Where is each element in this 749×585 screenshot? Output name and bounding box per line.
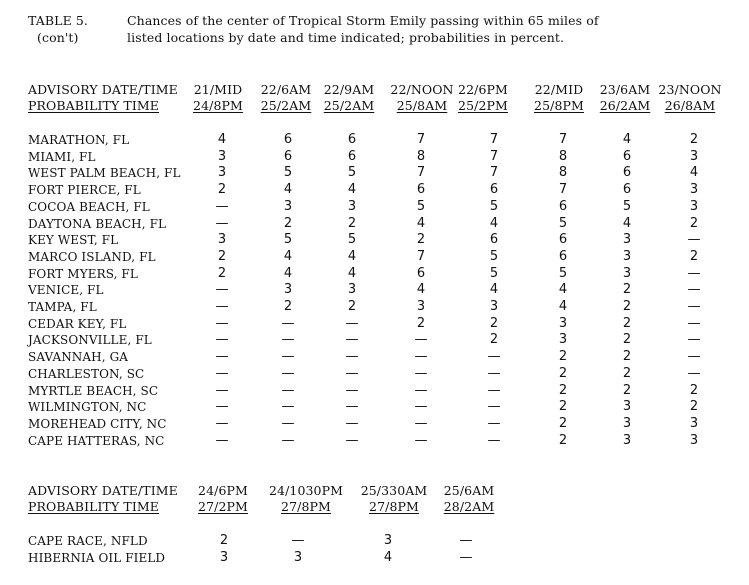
probability-cell: — xyxy=(215,299,229,314)
probability-cell: 6 xyxy=(489,182,499,198)
column-header-probability: 24/8PM xyxy=(193,98,243,113)
probability-cell: 3 xyxy=(347,282,357,298)
probability-cell: 5 xyxy=(283,232,293,248)
location-label: COCOA BEACH, FL xyxy=(28,199,150,214)
probability-cell: — xyxy=(281,365,295,381)
probability-cell: — xyxy=(687,315,701,331)
probability-cell: 3 xyxy=(219,550,229,565)
probability-cell: — xyxy=(215,315,229,331)
probability-cell: — xyxy=(687,265,701,281)
probability-cell: 2 xyxy=(622,349,632,365)
probability-cell: 4 xyxy=(622,132,632,147)
location-label: VENICE, FL xyxy=(28,283,104,298)
probability-cell: 4 xyxy=(283,248,293,264)
probability-cell: — xyxy=(345,415,359,431)
row-header-advisory: ADVISORY DATE/TIME xyxy=(28,483,178,498)
column-header-probability: 26/2AM xyxy=(599,98,651,113)
probability-cell: — xyxy=(459,533,473,548)
probability-cell: — xyxy=(414,415,428,431)
probability-cell: 2 xyxy=(622,365,632,381)
probability-cell: 6 xyxy=(622,165,632,181)
probability-cell: — xyxy=(281,332,295,348)
location-label: CAPE HATTERAS, NC xyxy=(28,433,165,448)
probability-cell: — xyxy=(459,550,473,565)
probability-cell: 3 xyxy=(558,315,568,331)
probability-cell: 6 xyxy=(347,148,357,164)
probability-cell: — xyxy=(687,349,701,365)
probability-cell: — xyxy=(345,399,359,415)
probability-cell: 4 xyxy=(283,265,293,281)
probability-cell: — xyxy=(345,432,359,448)
location-label: SAVANNAH, GA xyxy=(28,350,129,365)
probability-cell: 4 xyxy=(558,282,568,298)
probability-cell: 6 xyxy=(558,198,568,214)
probability-cell: — xyxy=(487,382,501,398)
probability-cell: 3 xyxy=(217,148,227,164)
probability-cell: 4 xyxy=(283,182,293,198)
probability-cell: 2 xyxy=(347,299,357,314)
column-header-advisory: 22/6AM xyxy=(260,82,312,97)
probability-cell: 7 xyxy=(489,165,499,181)
location-label: MARCO ISLAND, FL xyxy=(28,249,156,264)
row-header-advisory: ADVISORY DATE/TIME xyxy=(28,82,178,97)
probability-cell: 2 xyxy=(689,399,699,415)
probability-cell: 4 xyxy=(416,215,426,231)
probability-cell: — xyxy=(414,432,428,448)
probability-cell: 2 xyxy=(416,232,426,248)
probability-cell: — xyxy=(487,399,501,415)
probability-cell: — xyxy=(414,399,428,415)
column-header-advisory: 22/MID xyxy=(534,82,584,97)
probability-cell: — xyxy=(291,533,305,548)
probability-cell: 4 xyxy=(416,282,426,298)
probability-cell: — xyxy=(281,349,295,365)
probability-cell: — xyxy=(414,382,428,398)
column-header-probability: 26/8AM xyxy=(664,98,716,113)
probability-cell: 2 xyxy=(558,349,568,365)
probability-cell: 3 xyxy=(293,550,303,565)
probability-cell: 7 xyxy=(416,165,426,181)
location-label: CEDAR KEY, FL xyxy=(28,316,127,331)
probability-cell: 2 xyxy=(217,182,227,198)
probability-cell: 4 xyxy=(489,282,499,298)
probability-cell: 3 xyxy=(383,533,393,548)
probability-cell: 5 xyxy=(347,232,357,248)
column-header-advisory: 23/NOON xyxy=(658,82,722,97)
probability-cell: 3 xyxy=(689,432,699,448)
probability-cell: — xyxy=(345,349,359,365)
probability-cell: — xyxy=(215,198,229,214)
probability-cell: — xyxy=(281,432,295,448)
probability-cell: 2 xyxy=(622,282,632,298)
column-header-probability: 25/2AM xyxy=(260,98,312,113)
probability-cell: — xyxy=(687,232,701,248)
probability-cell: 2 xyxy=(689,248,699,264)
probability-cell: 2 xyxy=(689,132,699,147)
probability-cell: — xyxy=(215,382,229,398)
probability-cell: — xyxy=(687,332,701,348)
probability-cell: — xyxy=(215,332,229,348)
probability-cell: — xyxy=(414,365,428,381)
probability-cell: — xyxy=(345,382,359,398)
column-header-probability: 27/8PM xyxy=(369,499,419,514)
probability-cell: 3 xyxy=(622,248,632,264)
probability-cell: 6 xyxy=(489,232,499,248)
probability-cell: 3 xyxy=(558,332,568,348)
probability-cell: 3 xyxy=(689,182,699,198)
probability-cell: 4 xyxy=(217,132,227,147)
caption-line-2: listed locations by date and time indicated; probabilities in percent. xyxy=(127,30,565,45)
probability-cell: 6 xyxy=(416,182,426,198)
probability-cell: 3 xyxy=(622,415,632,431)
probability-cell: 3 xyxy=(622,232,632,248)
probability-cell: — xyxy=(687,282,701,298)
probability-cell: 3 xyxy=(217,232,227,248)
probability-cell: 6 xyxy=(283,132,293,147)
probability-cell: — xyxy=(345,365,359,381)
probability-cell: 8 xyxy=(558,165,568,181)
probability-cell: 7 xyxy=(416,248,426,264)
probability-cell: — xyxy=(281,415,295,431)
probability-cell: — xyxy=(215,282,229,298)
column-header-advisory: 24/6PM xyxy=(198,483,248,498)
probability-cell: 5 xyxy=(416,198,426,214)
probability-cell: 3 xyxy=(622,432,632,448)
probability-cell: 5 xyxy=(347,165,357,181)
caption-line-1: Chances of the center of Tropical Storm Emily passing within 65 miles of xyxy=(127,13,599,28)
probability-cell: 4 xyxy=(383,550,393,565)
column-header-probability: 25/8AM xyxy=(396,98,448,113)
probability-cell: 3 xyxy=(689,415,699,431)
probability-cell: 2 xyxy=(416,315,426,331)
location-label: KEY WEST, FL xyxy=(28,233,119,248)
probability-cell: 3 xyxy=(622,399,632,415)
probability-cell: 3 xyxy=(689,148,699,164)
probability-cell: 5 xyxy=(622,198,632,214)
probability-cell: — xyxy=(215,432,229,448)
probability-cell: 2 xyxy=(558,432,568,448)
probability-cell: 4 xyxy=(489,215,499,231)
column-header-advisory: 25/330AM xyxy=(360,483,428,498)
location-label: WEST PALM BEACH, FL xyxy=(28,166,181,181)
probability-cell: 7 xyxy=(416,132,426,147)
column-header-advisory: 22/6PM xyxy=(458,82,508,97)
location-label: MYRTLE BEACH, SC xyxy=(28,383,159,398)
probability-cell: 5 xyxy=(558,265,568,281)
probability-cell: — xyxy=(414,349,428,365)
probability-cell: — xyxy=(215,349,229,365)
probability-cell: 2 xyxy=(558,365,568,381)
probability-cell: 6 xyxy=(558,248,568,264)
column-header-probability: 27/2PM xyxy=(198,499,248,514)
location-label: FORT PIERCE, FL xyxy=(28,183,141,198)
probability-cell: 4 xyxy=(558,299,568,314)
probability-cell: 5 xyxy=(489,248,499,264)
probability-cell: — xyxy=(345,315,359,331)
column-header-advisory: 21/MID xyxy=(193,82,243,97)
probability-cell: 6 xyxy=(347,132,357,147)
probability-cell: 3 xyxy=(416,299,426,314)
probability-cell: 3 xyxy=(283,198,293,214)
probability-cell: 5 xyxy=(489,265,499,281)
column-header-probability: 25/8PM xyxy=(534,98,584,113)
probability-cell: 2 xyxy=(489,315,499,331)
row-header-probability: PROBABILITY TIME xyxy=(28,499,160,514)
location-label: DAYTONA BEACH, FL xyxy=(28,216,167,231)
table-continued-note: (con't) xyxy=(37,30,79,45)
column-header-advisory: 22/NOON xyxy=(390,82,454,97)
probability-cell: 2 xyxy=(622,299,632,314)
location-label: WILMINGTON, NC xyxy=(28,400,147,415)
location-label: MIAMI, FL xyxy=(28,149,96,164)
probability-cell: — xyxy=(215,415,229,431)
probability-cell: 2 xyxy=(217,248,227,264)
probability-cell: 8 xyxy=(558,148,568,164)
probability-cell: 4 xyxy=(347,248,357,264)
probability-cell: 2 xyxy=(283,299,293,314)
column-header-probability: 27/8PM xyxy=(281,499,331,514)
probability-cell: — xyxy=(215,215,229,231)
probability-cell: — xyxy=(487,415,501,431)
probability-cell: 2 xyxy=(622,315,632,331)
probability-cell: 7 xyxy=(558,182,568,198)
location-label: HIBERNIA OIL FIELD xyxy=(28,551,166,565)
column-header-advisory: 22/9AM xyxy=(323,82,375,97)
location-label: JACKSONVILLE, FL xyxy=(28,333,152,348)
probability-cell: 8 xyxy=(416,148,426,164)
probability-cell: 3 xyxy=(622,265,632,281)
probability-cell: — xyxy=(281,315,295,331)
probability-cell: — xyxy=(487,365,501,381)
column-header-advisory: 25/6AM xyxy=(443,483,495,498)
row-header-probability: PROBABILITY TIME xyxy=(28,98,160,113)
location-label: MOREHEAD CITY, NC xyxy=(28,416,167,431)
probability-cell: — xyxy=(345,332,359,348)
location-label: TAMPA, FL xyxy=(28,300,97,314)
probability-cell: 6 xyxy=(622,148,632,164)
probability-cell: 7 xyxy=(558,132,568,147)
probability-cell: 2 xyxy=(622,382,632,398)
probability-cell: 3 xyxy=(283,282,293,298)
location-label: CAPE RACE, NFLD xyxy=(28,534,148,548)
probability-cell: 2 xyxy=(283,215,293,231)
column-header-probability: 25/2AM xyxy=(323,98,375,113)
column-header-advisory: 23/6AM xyxy=(599,82,651,97)
probability-cell: 6 xyxy=(622,182,632,198)
probability-cell: 2 xyxy=(558,415,568,431)
column-header-probability: 28/2AM xyxy=(443,499,495,514)
probability-cell: — xyxy=(215,365,229,381)
probability-cell: — xyxy=(215,399,229,415)
probability-cell: 6 xyxy=(416,265,426,281)
probability-cell: 7 xyxy=(489,132,499,147)
column-header-advisory: 24/1030PM xyxy=(268,483,344,498)
probability-cell: — xyxy=(687,365,701,381)
probability-cell: 2 xyxy=(489,332,499,348)
table-label: TABLE 5. xyxy=(28,13,88,28)
probability-cell: — xyxy=(414,332,428,348)
probability-cell: 4 xyxy=(347,182,357,198)
probability-cell: 2 xyxy=(219,533,229,548)
location-label: FORT MYERS, FL xyxy=(28,266,138,281)
probability-cell: 2 xyxy=(622,332,632,348)
probability-cell: 6 xyxy=(283,148,293,164)
probability-cell: — xyxy=(487,432,501,448)
probability-cell: 5 xyxy=(558,215,568,231)
probability-cell: 2 xyxy=(347,215,357,231)
probability-cell: — xyxy=(281,399,295,415)
probability-cell: 6 xyxy=(558,232,568,248)
probability-cell: 3 xyxy=(489,299,499,314)
probability-cell: 3 xyxy=(347,198,357,214)
column-header-probability: 25/2PM xyxy=(458,98,508,113)
probability-cell: 2 xyxy=(689,382,699,398)
probability-cell: 5 xyxy=(283,165,293,181)
probability-cell: — xyxy=(487,349,501,365)
probability-cell: 2 xyxy=(558,382,568,398)
location-label: CHARLESTON, SC xyxy=(28,366,145,381)
probability-cell: 4 xyxy=(622,215,632,231)
probability-cell: — xyxy=(281,382,295,398)
probability-cell: 2 xyxy=(689,215,699,231)
location-label: MARATHON, FL xyxy=(28,133,130,147)
probability-cell: 4 xyxy=(347,265,357,281)
probability-cell: 2 xyxy=(217,265,227,281)
probability-cell: — xyxy=(687,299,701,314)
probability-cell: 3 xyxy=(217,165,227,181)
probability-cell: 4 xyxy=(689,165,699,181)
probability-cell: 3 xyxy=(689,198,699,214)
probability-cell: 5 xyxy=(489,198,499,214)
probability-cell: 7 xyxy=(489,148,499,164)
probability-cell: 2 xyxy=(558,399,568,415)
